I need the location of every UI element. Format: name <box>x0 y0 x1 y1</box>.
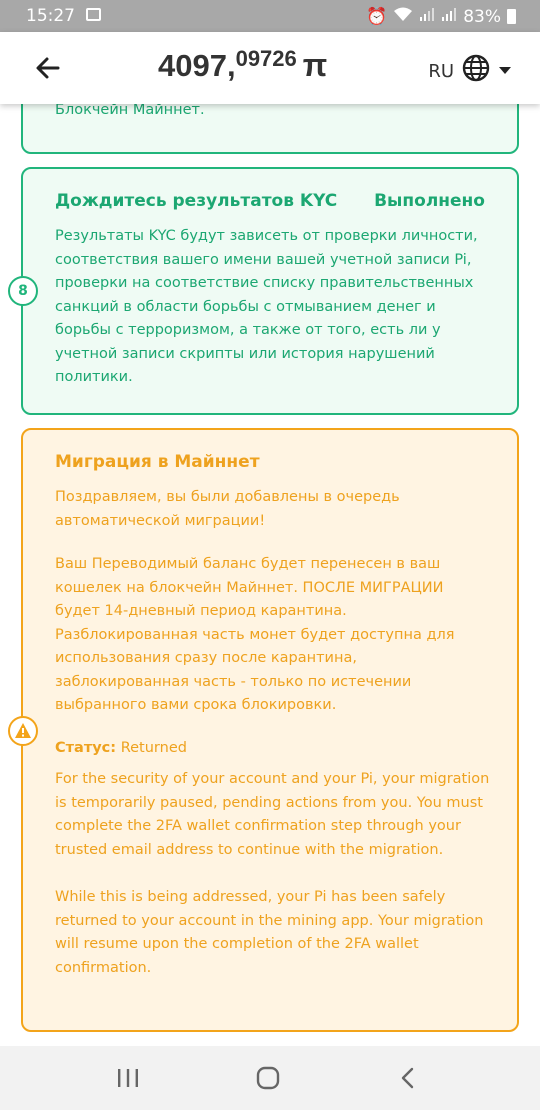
system-back-button[interactable] <box>378 1046 438 1110</box>
signal-icon-1 <box>419 6 435 27</box>
recent-apps-icon <box>114 1064 142 1092</box>
migration-details-text: Ваш Переводимый баланс будет перенесен в ваш кошелек на блокчейн Майннет. ПОСЛЕ МИГРАЦИИ будет 14-дневный период карантина. Разблокированная часть монет будет доступна для использования сразу после карантина, заблокированная часть - только по истечении выбранного вами срока блокировки. <box>55 556 455 713</box>
previous-step-text: Блокчейн Майннет. <box>55 104 205 118</box>
status-bar <box>0 0 540 32</box>
alarm-icon: ⏰ <box>366 6 388 27</box>
wifi-icon <box>393 6 413 27</box>
language-code: RU <box>428 60 454 82</box>
kyc-step-card <box>21 167 519 415</box>
language-selector[interactable] <box>428 54 512 88</box>
migration-status-line <box>55 740 187 756</box>
migration-status-value: Returned <box>120 740 187 756</box>
signal-icon-2 <box>441 6 457 27</box>
migration-paused-text: For the security of your account and your Pi, your migration is temporarily paused, pending actions from you. You must complete the 2FA wallet confirmation step through your trusted email address to continue with the migration. <box>55 771 490 858</box>
migration-returned-text: While this is being addressed, your Pi has been safely returned to your account in the mining app. Your migration will resume upon the completion of the 2FA wallet confirmation. <box>55 889 484 976</box>
migration-step-title: Миграция в Майннет <box>55 452 260 472</box>
home-button[interactable] <box>238 1046 298 1110</box>
migration-step-card <box>21 428 519 1032</box>
migration-status-label: Статус: <box>55 740 117 756</box>
warning-badge <box>8 716 38 746</box>
gallery-notification-icon <box>86 8 101 21</box>
battery-level: 83% <box>463 6 501 27</box>
chevron-down-icon <box>498 63 512 79</box>
home-icon <box>254 1064 282 1092</box>
status-icons <box>366 6 516 27</box>
migration-steps-list[interactable] <box>0 104 540 1046</box>
battery-icon <box>507 9 516 24</box>
chevron-left-icon <box>394 1064 422 1092</box>
migration-congrats-text: Поздравляем, вы были добавлены в очередь автоматической миграции! <box>55 489 400 529</box>
status-time: 15:27 <box>26 6 75 26</box>
balance-fraction: 09726 <box>235 46 297 71</box>
recent-apps-button[interactable] <box>98 1046 158 1110</box>
previous-step-card <box>21 104 519 154</box>
pi-balance <box>158 46 327 84</box>
balance-integer: 4097, <box>158 48 236 83</box>
step-number-badge: 8 <box>8 276 38 306</box>
kyc-step-title: Дождитесь результатов KYC <box>55 191 338 211</box>
system-navigation-bar <box>0 1046 540 1110</box>
warning-icon <box>14 722 32 740</box>
pi-currency-icon: π <box>302 47 328 83</box>
back-arrow-icon[interactable] <box>32 52 64 84</box>
kyc-step-status: Выполнено <box>374 191 485 211</box>
app-header <box>0 32 540 104</box>
kyc-step-description: Результаты KYC будут зависеть от проверки личности, соответствия вашего имени вашей учетной записи Pi, проверки на соответствие списку правительственных санкций в области борьбы с отмыванием денег и борьбы с терроризмом, а также от того, есть ли у учетной записи скрипты или история нарушений политики. <box>55 228 478 385</box>
globe-icon <box>462 54 490 88</box>
